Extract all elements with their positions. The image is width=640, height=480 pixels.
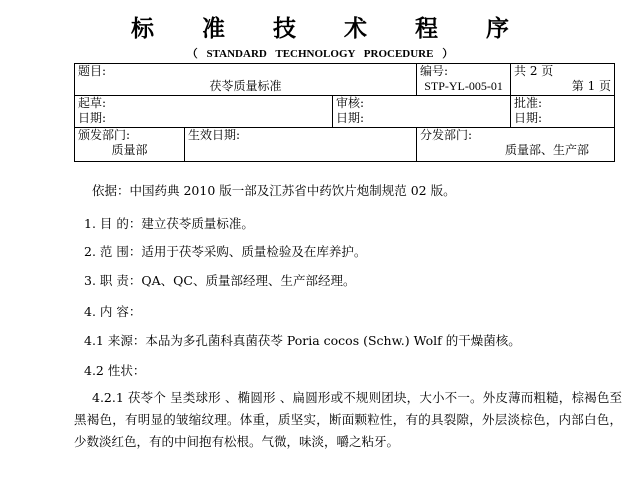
issuer-value: 质量部 (111, 143, 148, 157)
character-paragraph: 4.2.1 茯苓个 呈类球形 、椭圆形 、扁圆形或不规则团块，大小不一。外皮薄而粗糙，棕褐色至黑褐色，有明显的皱缩纹理。体重，质坚实，断面颗粒性，有的具裂隙，外层淡棕色，内部白色，少数淡红色，有的中间抱有松根。气微，味淡，嚼之粘牙。 (74, 390, 622, 449)
code-cell (417, 64, 511, 96)
reviewer-label: 审核: (336, 96, 365, 110)
basis-line: 依据：中国药典 2010 版一部及江苏省中药饮片炮制规范 02 版。 (92, 183, 456, 198)
issuer-cell (75, 128, 185, 162)
source-line: 4.1 来源：本品为多孔菌科真菌茯苓 Poria cocos (Schw.) Wolf 的干燥菌核。 (84, 333, 521, 348)
content-heading: 4. 内 容： (84, 304, 142, 319)
table-row (75, 64, 615, 96)
topic-value: 茯苓质量标准 (209, 79, 282, 93)
approver-date-label: 日期: (514, 111, 543, 125)
character-heading: 4.2 性状： (84, 363, 146, 378)
code-value: STP-YL-005-01 (424, 79, 503, 93)
reviewer-cell (333, 96, 511, 128)
effective-date-cell (185, 128, 417, 162)
issuer-label: 颁发部门: (78, 128, 131, 142)
distribution-cell (417, 128, 615, 162)
drafter-label: 起草: (78, 96, 107, 110)
document-title: 标 准 技 术 程 序 (130, 15, 530, 42)
pages-cell (511, 64, 615, 96)
topic-cell (75, 64, 417, 96)
code-label: 编号: (420, 64, 449, 78)
header-form-table (74, 63, 615, 162)
distribution-label: 分发部门: (420, 128, 473, 142)
drafter-date-label: 日期: (78, 111, 107, 125)
distribution-value: 质量部、生产部 (505, 143, 590, 157)
approver-cell (511, 96, 615, 128)
reviewer-date-label: 日期: (336, 111, 365, 125)
duty-line: 3. 职 责：QA、QC、质量部经理、生产部经理。 (84, 273, 356, 288)
drafter-cell (75, 96, 333, 128)
table-row (75, 128, 615, 162)
effective-date-label: 生效日期: (188, 128, 241, 142)
topic-label: 题目: (78, 64, 107, 78)
page-current: 第 1 页 (571, 79, 612, 93)
pages-total: 共 2 页 (514, 64, 554, 78)
table-row (75, 96, 615, 128)
purpose-line: 1. 目 的：建立茯苓质量标准。 (84, 216, 254, 231)
document-subtitle: （ STANDARD TECHNOLOGY PROCEDURE ） (186, 48, 454, 60)
scope-line: 2. 范 围：适用于茯苓采购、质量检验及在库养护。 (84, 244, 367, 259)
approver-label: 批准: (514, 96, 543, 110)
